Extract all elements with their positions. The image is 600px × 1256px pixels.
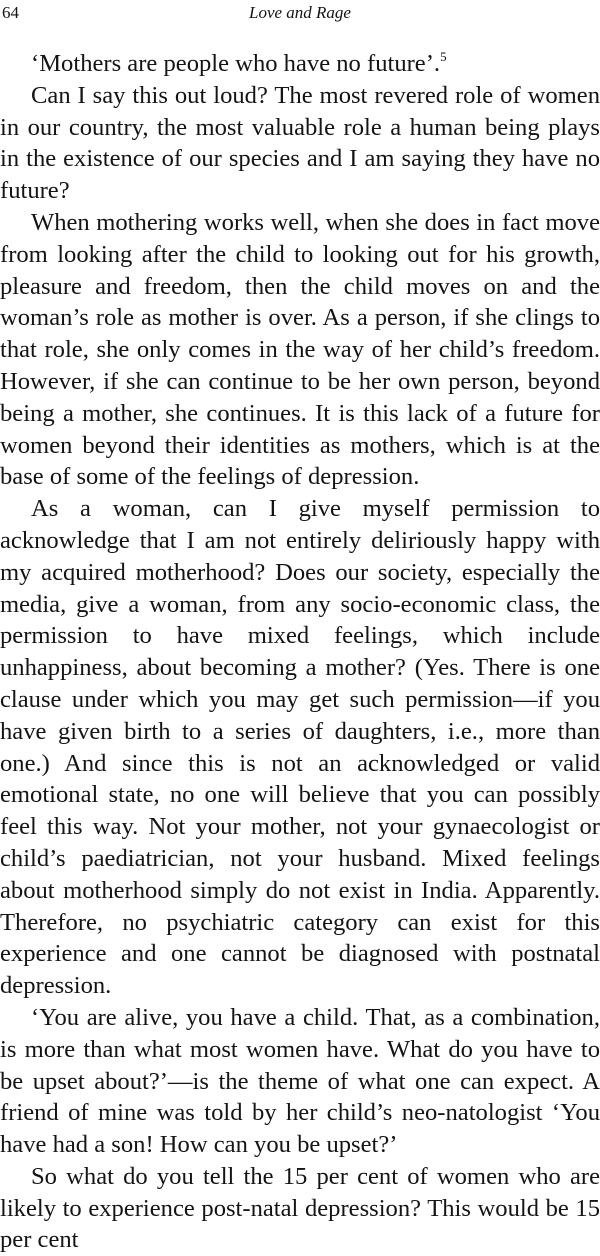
paragraph-4: As a woman, can I give myself permission to acknowledge that I am not entirely deliriously happy with my acquired motherhood? Does our society, especially the media, give a woman, from any socio-economic class, the permission to have mixed feelings, which include unhappiness, about becoming a mother? (Yes. There is one clause under which you may get such permission—if you have given birth to a series of daughters, i.e., more than one.) And since this is not an acknowledged or valid emotional state, no one will believe that you can possibly feel this way. Not your mother, not your gynaecologist or child’s paediatrician, not your husband. Mixed feelings about motherhood simply do not exist in India. Apparently. Therefore, no psychiatric category can exist for this experience and one cannot be diagnosed with postnatal depression. bbox=[0, 495, 600, 1000]
paragraph-text: ‘Mothers are people who have no future’. bbox=[31, 50, 441, 77]
page-header bbox=[2, 3, 598, 29]
paragraph-1 bbox=[0, 48, 600, 80]
paragraph-6: So what do you tell the 15 per cent of women who are likely to experience post-natal depression? This would be 15 per cent bbox=[0, 1162, 600, 1254]
paragraph-3: When mothering works well, when she does in fact move from looking after the child to looking out for his growth, pleasure and freedom, then the child moves on and the woman’s role as mother is over. As a person, if she clings to that role, she only comes in the way of her child’s freedom. However, if she can continue to be her own person, beyond being a mother, she continues. It is this lack of a future for women beyond their identities as mothers, which is at the base of some of the feelings of depression. bbox=[0, 208, 600, 491]
footnote-reference: 5 bbox=[440, 49, 447, 64]
paragraph-2: Can I say this out loud? The most revered role of women in our country, the most valuable role a human being plays in the existence of our species and I am saying they have no future? bbox=[0, 81, 600, 205]
paragraph-5: ‘You are alive, you have a child. That, as a combination, is more than what most women have. What do you have to be upset about?’—is the theme of what one can expect. A friend of mine was told by her child’s neo-natologist ‘You have had a son! How can you be upset?’ bbox=[0, 1003, 600, 1159]
body-text bbox=[0, 48, 600, 1256]
page-number: 64 bbox=[2, 3, 19, 22]
running-title: Love and Rage bbox=[249, 3, 351, 22]
